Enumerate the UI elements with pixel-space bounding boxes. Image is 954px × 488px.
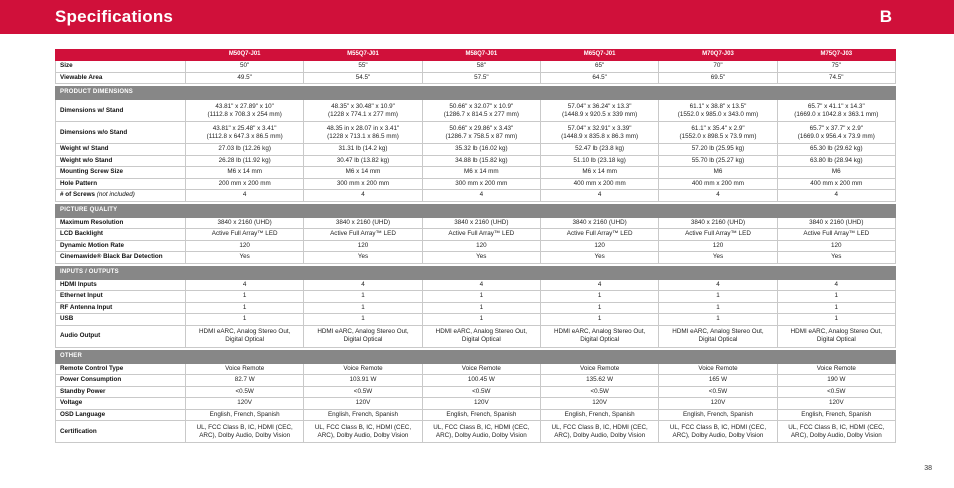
value-cell: 65"	[540, 61, 658, 73]
value-cell: Voice Remote	[540, 363, 658, 375]
value-cell: 65.30 lb (29.62 kg)	[777, 144, 895, 156]
value-cell: 34.88 lb (15.82 kg)	[422, 155, 540, 167]
value-cell: 82.7 W	[186, 375, 304, 387]
value-cell: Yes	[540, 252, 658, 264]
row-label: Remote Control Type	[60, 364, 124, 372]
value-cell: 120	[540, 240, 658, 252]
value-cell: 120	[186, 240, 304, 252]
section-title: PICTURE QUALITY	[56, 204, 896, 217]
value-cell: 55.70 lb (25.27 kg)	[659, 155, 777, 167]
value-cell: Voice Remote	[304, 363, 422, 375]
value-cell: Yes	[304, 252, 422, 264]
value-cell: English, French, Spanish	[777, 409, 895, 421]
value-cell: 400 mm x 200 mm	[777, 178, 895, 190]
table-row	[56, 325, 896, 347]
value-cell: 3840 x 2160 (UHD)	[659, 217, 777, 229]
value-line: HDMI eARC, Analog Stereo Out,	[553, 328, 646, 336]
value-cell	[777, 122, 895, 144]
value-cell	[422, 325, 540, 347]
value-cell: 4	[540, 279, 658, 291]
page-title: Specifications	[55, 7, 174, 26]
value-cell: Yes	[659, 252, 777, 264]
value-cell	[304, 122, 422, 144]
value-line: UL, FCC Class B, IC, HDMI (CEC,	[433, 423, 530, 431]
value-cell: Yes	[422, 252, 540, 264]
table-row	[56, 386, 896, 398]
value-line: 48.35 in x 28.07 in x 3.41"	[326, 124, 400, 132]
row-label-cell	[56, 100, 186, 122]
row-label: Cinemawide® Black Bar Detection	[60, 253, 163, 261]
section-letter: B	[879, 7, 892, 26]
value-line: UL, FCC Class B, IC, HDMI (CEC,	[669, 423, 767, 431]
value-cell: 75"	[777, 61, 895, 73]
value-cell	[659, 325, 777, 347]
value-line: ARC), Dolby Audio, Dolby Vision	[317, 431, 409, 439]
value-cell: Active Full Array™ LED	[659, 229, 777, 241]
value-cell	[659, 100, 777, 122]
value-cell: 1	[304, 291, 422, 303]
value-line: UL, FCC Class B, IC, HDMI (CEC,	[314, 423, 412, 431]
value-line: (1448.9 x 920.5 x 339 mm)	[562, 110, 638, 118]
value-cell: 4	[304, 190, 422, 202]
section-header-row	[56, 266, 896, 279]
row-label: RF Antenna Input	[60, 303, 113, 311]
model-header: M55Q7-J01	[304, 50, 422, 61]
row-label-cell	[56, 314, 186, 326]
value-cell	[304, 325, 422, 347]
row-label-cell	[56, 240, 186, 252]
row-label: Maximum Resolution	[60, 218, 124, 226]
value-cell: 57.20 lb (25.95 kg)	[659, 144, 777, 156]
model-header: M75Q7-J03	[777, 50, 895, 61]
value-cell: 63.80 lb (28.94 kg)	[777, 155, 895, 167]
value-cell: 1	[186, 314, 304, 326]
value-cell: 52.47 lb (23.8 kg)	[540, 144, 658, 156]
value-cell	[777, 100, 895, 122]
value-line: (1448.9 x 835.8 x 86.3 mm)	[561, 132, 639, 140]
value-cell: 100.45 W	[422, 375, 540, 387]
row-label: Power Consumption	[60, 376, 122, 384]
section-title: OTHER	[56, 350, 896, 363]
value-line: 50.66" x 32.07" x 10.9"	[449, 102, 514, 110]
table-row	[56, 155, 896, 167]
row-label: Standby Power	[60, 387, 106, 395]
value-cell: 400 mm x 200 mm	[659, 178, 777, 190]
value-cell: 1	[777, 314, 895, 326]
value-cell: 400 mm x 200 mm	[540, 178, 658, 190]
value-line: 43.81" x 27.89" x 10"	[215, 102, 274, 110]
row-label-cell	[56, 375, 186, 387]
value-line: (1286.7 x 758.5 x 87 mm)	[445, 132, 518, 140]
value-cell: 1	[777, 302, 895, 314]
value-cell: 120V	[777, 398, 895, 410]
value-cell: 31.31 lb (14.2 kg)	[304, 144, 422, 156]
value-cell: 30.47 lb (13.82 kg)	[304, 155, 422, 167]
value-cell: Active Full Array™ LED	[540, 229, 658, 241]
value-cell: M6	[659, 167, 777, 179]
value-line: (1286.7 x 814.5 x 277 mm)	[443, 110, 519, 118]
row-label: Ethernet Input	[60, 292, 103, 300]
value-line: HDMI eARC, Analog Stereo Out,	[317, 328, 409, 336]
value-cell: 27.03 lb (12.26 kg)	[186, 144, 304, 156]
value-cell: 64.5"	[540, 72, 658, 84]
value-cell	[540, 122, 658, 144]
row-label: LCD Backlight	[60, 230, 104, 238]
value-line: UL, FCC Class B, IC, HDMI (CEC,	[196, 423, 293, 431]
table-row	[56, 178, 896, 190]
row-label-cell	[56, 217, 186, 229]
value-cell: 3840 x 2160 (UHD)	[540, 217, 658, 229]
value-cell: 3840 x 2160 (UHD)	[304, 217, 422, 229]
value-line: ARC), Dolby Audio, Dolby Vision	[554, 431, 646, 439]
value-line: 61.1" x 35.4" x 2.9"	[691, 124, 745, 132]
value-line: (1552.0 x 985.0 x 343.0 mm)	[677, 110, 759, 118]
row-label-cell	[56, 291, 186, 303]
value-cell	[540, 325, 658, 347]
value-cell: Voice Remote	[422, 363, 540, 375]
value-cell: 1	[186, 291, 304, 303]
row-label-cell	[56, 229, 186, 241]
value-cell: 4	[659, 279, 777, 291]
value-line: (1228 x 713.1 x 86.5 mm)	[327, 132, 399, 140]
table-row	[56, 61, 896, 73]
value-cell: <0.5W	[777, 386, 895, 398]
value-cell: 1	[422, 291, 540, 303]
row-label: Audio Output	[60, 332, 101, 340]
model-header: M70Q7-J03	[659, 50, 777, 61]
value-cell: 74.5"	[777, 72, 895, 84]
section-title: PRODUCT DIMENSIONS	[56, 87, 896, 100]
row-label-cell	[56, 279, 186, 291]
value-cell: 3840 x 2160 (UHD)	[777, 217, 895, 229]
value-cell: 1	[422, 302, 540, 314]
value-cell	[304, 100, 422, 122]
value-cell: 120	[422, 240, 540, 252]
row-label: Certification	[60, 427, 97, 435]
value-cell: 69.5"	[659, 72, 777, 84]
table-row	[56, 409, 896, 421]
value-cell: 4	[186, 190, 304, 202]
value-cell	[422, 421, 540, 443]
table-row	[56, 72, 896, 84]
row-label: Dynamic Motion Rate	[60, 241, 125, 249]
value-cell	[186, 100, 304, 122]
value-cell	[659, 122, 777, 144]
row-label: Size	[60, 62, 73, 70]
table-row	[56, 229, 896, 241]
value-cell: 3840 x 2160 (UHD)	[186, 217, 304, 229]
value-line: (1552.0 x 898.5 x 73.9 mm)	[679, 132, 757, 140]
value-line: ARC), Dolby Audio, Dolby Vision	[790, 431, 882, 439]
model-header: M58Q7-J01	[422, 50, 540, 61]
row-label-cell	[56, 155, 186, 167]
value-cell	[304, 421, 422, 443]
row-label-cell	[56, 190, 186, 202]
value-cell: 70"	[659, 61, 777, 73]
row-label-cell	[56, 144, 186, 156]
value-cell: 3840 x 2160 (UHD)	[422, 217, 540, 229]
value-cell: 4	[777, 190, 895, 202]
row-label-cell	[56, 421, 186, 443]
value-cell: 120	[659, 240, 777, 252]
value-cell: 120V	[659, 398, 777, 410]
value-cell: 190 W	[777, 375, 895, 387]
value-line: ARC), Dolby Audio, Dolby Vision	[672, 431, 764, 439]
value-cell: 1	[304, 302, 422, 314]
value-line: 48.35" x 30.48" x 10.9"	[331, 102, 395, 110]
spec-body	[56, 61, 896, 443]
value-line: (1112.8 x 708.3 x 254 mm)	[207, 110, 282, 118]
value-line: UL, FCC Class B, IC, HDMI (CEC,	[788, 423, 885, 431]
value-cell: M6 x 14 mm	[422, 167, 540, 179]
value-cell: M6 x 14 mm	[304, 167, 422, 179]
value-cell: 120	[777, 240, 895, 252]
row-label-cell	[56, 302, 186, 314]
value-cell: English, French, Spanish	[659, 409, 777, 421]
value-cell: 49.5"	[186, 72, 304, 84]
value-cell	[186, 421, 304, 443]
row-label: Dimensions w/ Stand	[60, 106, 124, 114]
value-line: Digital Optical	[225, 336, 265, 343]
row-label-cell	[56, 409, 186, 421]
model-header: M50Q7-J01	[186, 50, 304, 61]
row-label-cell	[56, 398, 186, 410]
value-line: 57.04" x 32.91" x 3.39"	[567, 124, 632, 132]
row-label: Weight w/o Stand	[60, 156, 113, 164]
page-number: 38	[924, 465, 932, 472]
table-row	[56, 421, 896, 443]
value-cell	[422, 122, 540, 144]
value-cell: 300 mm x 200 mm	[304, 178, 422, 190]
value-cell	[422, 100, 540, 122]
row-label: Dimensions w/o Stand	[60, 128, 128, 136]
value-cell: 200 mm x 200 mm	[186, 178, 304, 190]
row-label-cell	[56, 325, 186, 347]
table-row	[56, 375, 896, 387]
value-cell: 4	[422, 190, 540, 202]
value-line: 43.81" x 25.48" x 3.41"	[212, 124, 277, 132]
value-cell: 51.10 lb (23.18 kg)	[540, 155, 658, 167]
row-label-cell	[56, 61, 186, 73]
value-line: (1669.0 x 1042.8 x 363.1 mm)	[794, 110, 879, 118]
table-row	[56, 252, 896, 264]
value-cell: 1	[304, 314, 422, 326]
row-note: (not included)	[96, 191, 135, 199]
table-row	[56, 190, 896, 202]
value-line: Digital Optical	[343, 336, 383, 343]
table-row	[56, 217, 896, 229]
value-cell: Voice Remote	[659, 363, 777, 375]
row-label: Hole Pattern	[60, 179, 98, 187]
value-cell: 4	[304, 279, 422, 291]
value-cell: 1	[422, 314, 540, 326]
value-cell: 4	[659, 190, 777, 202]
table-row	[56, 314, 896, 326]
value-cell: 26.28 lb (11.92 kg)	[186, 155, 304, 167]
value-cell: 54.5"	[304, 72, 422, 84]
row-label-cell	[56, 122, 186, 144]
value-cell: <0.5W	[422, 386, 540, 398]
row-label: USB	[60, 315, 74, 323]
value-cell: 4	[777, 279, 895, 291]
model-header-row	[56, 50, 896, 61]
value-cell: 120V	[186, 398, 304, 410]
value-cell	[540, 421, 658, 443]
table-row	[56, 302, 896, 314]
section-header-row	[56, 204, 896, 217]
value-cell: Active Full Array™ LED	[304, 229, 422, 241]
value-cell: Yes	[186, 252, 304, 264]
value-cell: English, French, Spanish	[186, 409, 304, 421]
value-cell: Active Full Array™ LED	[422, 229, 540, 241]
value-cell: 1	[777, 291, 895, 303]
value-line: 61.1" x 38.8" x 13.5"	[689, 102, 747, 110]
value-cell: English, French, Spanish	[540, 409, 658, 421]
table-row	[56, 144, 896, 156]
row-label-cell	[56, 252, 186, 264]
value-cell: <0.5W	[540, 386, 658, 398]
value-cell	[777, 421, 895, 443]
value-cell: 120V	[540, 398, 658, 410]
value-cell	[777, 325, 895, 347]
row-label: Viewable Area	[60, 73, 103, 81]
value-cell	[186, 122, 304, 144]
value-cell: 4	[186, 279, 304, 291]
table-row	[56, 398, 896, 410]
row-label: Voltage	[60, 399, 83, 407]
row-label-cell	[56, 363, 186, 375]
value-cell: English, French, Spanish	[304, 409, 422, 421]
model-header: M65Q7-J01	[540, 50, 658, 61]
table-row	[56, 279, 896, 291]
value-cell	[186, 325, 304, 347]
row-label: HDMI Inputs	[60, 280, 97, 288]
value-cell: 1	[659, 291, 777, 303]
value-cell: Voice Remote	[186, 363, 304, 375]
value-line: 57.04" x 36.24" x 13.3"	[567, 102, 632, 110]
table-row	[56, 167, 896, 179]
value-cell: 120V	[304, 398, 422, 410]
table-row	[56, 363, 896, 375]
table-row	[56, 122, 896, 144]
value-cell: 4	[422, 279, 540, 291]
value-cell: 135.62 W	[540, 375, 658, 387]
row-label: # of Screws	[60, 191, 95, 199]
value-cell: <0.5W	[186, 386, 304, 398]
value-line: (1228 x 774.1 x 277 mm)	[327, 110, 398, 118]
value-line: HDMI eARC, Analog Stereo Out,	[790, 328, 882, 336]
value-line: (1112.8 x 647.3 x 86.5 mm)	[206, 132, 283, 140]
value-cell: 58"	[422, 61, 540, 73]
value-cell: Voice Remote	[777, 363, 895, 375]
value-cell: 50"	[186, 61, 304, 73]
row-label-cell	[56, 72, 186, 84]
value-line: 50.66" x 29.86" x 3.43"	[449, 124, 514, 132]
value-cell: Yes	[777, 252, 895, 264]
row-label: OSD Language	[60, 410, 106, 418]
value-cell: 55"	[304, 61, 422, 73]
row-label-cell	[56, 386, 186, 398]
header-bar	[0, 0, 954, 34]
value-cell: 4	[540, 190, 658, 202]
value-line: Digital Optical	[698, 336, 738, 343]
value-cell: 120V	[422, 398, 540, 410]
value-line: (1669.0 x 956.4 x 73.9 mm)	[797, 132, 875, 140]
section-header-row	[56, 350, 896, 363]
value-cell: M6	[777, 167, 895, 179]
value-cell: English, French, Spanish	[422, 409, 540, 421]
value-line: HDMI eARC, Analog Stereo Out,	[198, 328, 291, 336]
value-cell: 120	[304, 240, 422, 252]
table-row	[56, 291, 896, 303]
value-cell: M6 x 14 mm	[186, 167, 304, 179]
value-cell: <0.5W	[659, 386, 777, 398]
value-line: HDMI eARC, Analog Stereo Out,	[672, 328, 764, 336]
value-cell: 35.32 lb (16.02 kg)	[422, 144, 540, 156]
table-row	[56, 100, 896, 122]
value-line: Digital Optical	[580, 336, 620, 343]
value-line: ARC), Dolby Audio, Dolby Vision	[435, 431, 527, 439]
value-cell: 1	[659, 302, 777, 314]
value-cell: 300 mm x 200 mm	[422, 178, 540, 190]
value-cell: 1	[659, 314, 777, 326]
value-line: ARC), Dolby Audio, Dolby Vision	[199, 431, 291, 439]
section-title: INPUTS / OUTPUTS	[56, 266, 896, 279]
value-cell: 103.91 W	[304, 375, 422, 387]
value-cell: 1	[540, 291, 658, 303]
specifications-table	[55, 49, 896, 443]
value-cell	[659, 421, 777, 443]
row-label-cell	[56, 178, 186, 190]
header-blank-cell	[56, 50, 186, 61]
row-label: Mounting Screw Size	[60, 168, 123, 176]
value-cell: 1	[540, 314, 658, 326]
value-line: 65.7" x 37.7" x 2.9"	[809, 124, 863, 132]
value-cell: M6 x 14 mm	[540, 167, 658, 179]
value-cell: 57.5"	[422, 72, 540, 84]
value-line: UL, FCC Class B, IC, HDMI (CEC,	[551, 423, 648, 431]
section-header-row	[56, 87, 896, 100]
value-cell: <0.5W	[304, 386, 422, 398]
value-cell: Active Full Array™ LED	[777, 229, 895, 241]
value-cell	[540, 100, 658, 122]
value-line: Digital Optical	[461, 336, 501, 343]
value-line: HDMI eARC, Analog Stereo Out,	[435, 328, 527, 336]
value-line: Digital Optical	[816, 336, 856, 343]
value-cell: 1	[186, 302, 304, 314]
value-line: 65.7" x 41.1" x 14.3"	[807, 102, 865, 110]
value-cell: 1	[540, 302, 658, 314]
value-cell: 165 W	[659, 375, 777, 387]
table-row	[56, 240, 896, 252]
row-label-cell	[56, 167, 186, 179]
value-cell: Active Full Array™ LED	[186, 229, 304, 241]
row-label: Weight w/ Stand	[60, 145, 109, 153]
